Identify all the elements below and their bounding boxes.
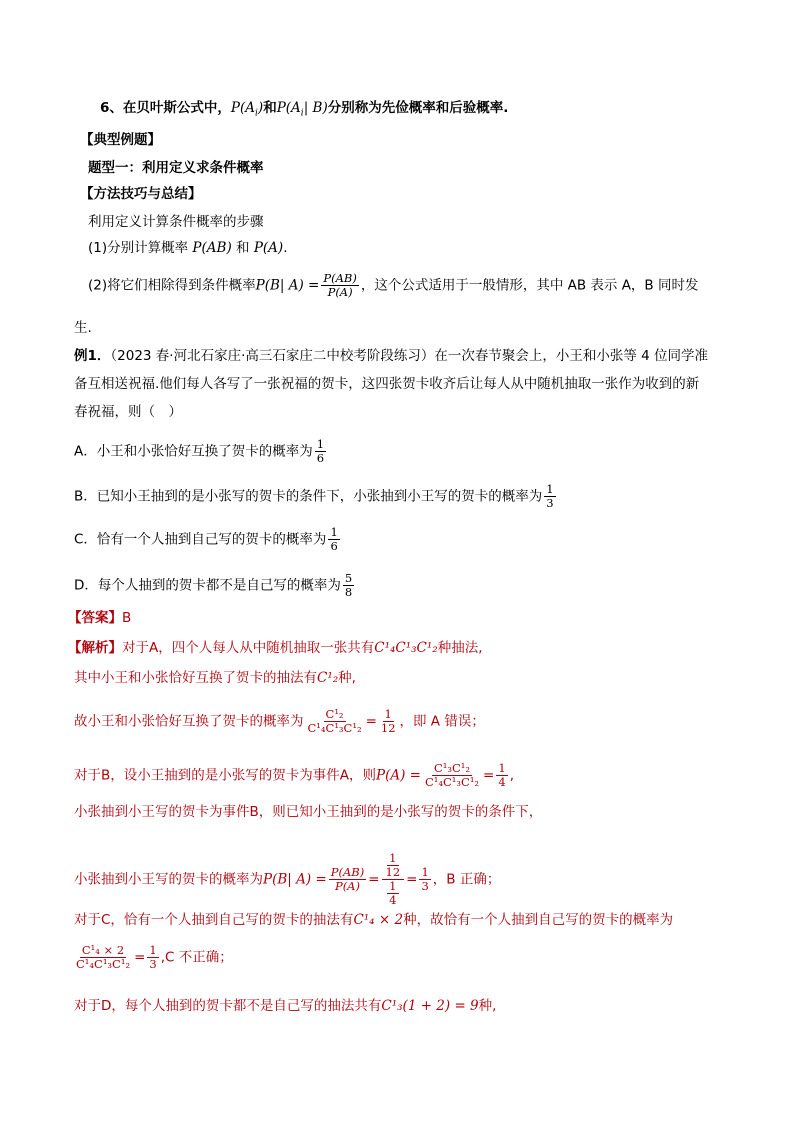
- example-1-stem: 例1．（2023 春·河北石家庄·高三石家庄二中校考阶段练习）在一次春节聚会上，小王和小张等 4 位同学准: [74, 348, 709, 364]
- solution-line-5: 小张抽到小王写的贺卡为事件B，则已知小王抽到的是小张写的贺卡的条件下，: [74, 804, 543, 820]
- example-1-stem-2: 备互相送祝福.他们每人各写了一张祝福的贺卡，这四张贺卡收齐后让每人从中随机抽取一张作为收到的新: [74, 376, 700, 392]
- option-a: A．小王和小张恰好互换了贺卡的概率为 $\frac{1}{6}$: [74, 437, 325, 465]
- solution-line-8: $\frac{\text{C¹₄ × 2}}{\text{C¹₄C¹₃C¹₂}}$ = $\frac{1}{3}$ ,C 不正确；: [76, 943, 233, 971]
- step-1: (1)分别计算概率 P(AB) 和 P(A).: [88, 240, 288, 256]
- option-c: C．恰有一个人抽到自己写的贺卡的概率为 $\frac{1}{6}$: [74, 525, 338, 553]
- solution-line-1: 【解析】对于A，四个人每人从中随机抽取一张共有C¹₄C¹₃C¹₂种抽法,: [68, 640, 483, 656]
- answer-line: 【答案】B: [68, 610, 132, 626]
- option-d: D．每个人抽到的贺卡都不是自己写的概率为 $\frac{5}{8}$: [74, 571, 353, 599]
- method-intro: 利用定义计算条件概率的步骤: [88, 214, 264, 230]
- example-1-stem-3: 春祝福，则（ ）: [74, 404, 182, 420]
- section-heading-examples: 【典型例题】: [80, 132, 161, 148]
- option-b: B．已知小王抽到的是小张写的贺卡的条件下，小张抽到小王写的贺卡的概率为 $\frac{1}{3}$: [74, 482, 554, 510]
- solution-line-3: 故小王和小张恰好互换了贺卡的概率为 $\frac{\text{C¹₂}}{\text{C¹₄C¹₃C¹₂}}$ = $\frac{1}{12}$ ，即 A 错误；: [74, 707, 485, 735]
- step-2: (2)将它们相除得到条件概率P(B| A) = $\frac{P(AB)}{P(A)}$ ，这个公式适用于一般情形，其中 AB 表示 A，B 同时发: [88, 271, 699, 299]
- method-heading: 【方法技巧与总结】: [80, 186, 202, 202]
- formula-note-6: 6、在贝叶斯公式中，$P(A_i)$和$P(A_i|$ B)分别称为先俭概率和后验概率.: [100, 100, 509, 119]
- solution-line-9: 对于D，每个人抽到的贺卡都不是自己写的抽法共有C¹₃(1 + 2) = 9种,: [74, 998, 497, 1014]
- topic-heading: 题型一：利用定义求条件概率: [88, 160, 264, 176]
- solution-line-2: 其中小王和小张恰好互换了贺卡的抽法有C¹₂种,: [74, 670, 356, 686]
- solution-line-4: 对于B，设小王抽到的是小张写的贺卡为事件A，则P(A) = $\frac{\text{C¹₃C¹₂}}{\text{C¹₄C¹₃C¹₂}}$ = $\frac{1}{4}$ ,: [74, 761, 514, 789]
- solution-line-7: 对于C，恰有一个人抽到自己写的贺卡的抽法有C¹₄ × 2种，故恰有一个人抽到自己写的贺卡的概率为: [74, 912, 674, 928]
- step-2-continued: 生.: [74, 320, 92, 336]
- solution-line-6: 小张抽到小王写的贺卡的概率为P(B| A) = $\frac{P(AB)}{P(A)}$ = $\frac{\frac{1}{12}}{\frac{1}{4}}$ = $\frac{1}{3}$ ，B 正确；: [74, 851, 501, 907]
